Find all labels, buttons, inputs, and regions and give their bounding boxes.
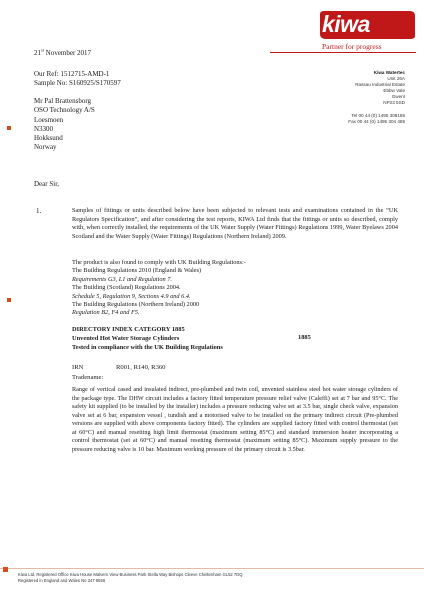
recipient-line: Hokksund [34,134,63,143]
product-description: Range of vertical cased and insulated indirect, pre-plumbed and twin coil, unvented stainless steel hot water storage cylinders of the package type. The DHW circuit includes a factory fitted temperature pressure relief valve (Caleffi) set at 7 bar and 95°C. The safety kit supplied (to be installed by the installer) includes a pressure reducing valve set at 3.5 bar, single check valve, expansion valve set at 6 bar, expansion vessel , tundish and a motorised valve to be installed on the primary indirect circuit (Pre-plumbed versions are supplied with above components factory fitted). The cylinders are supplied factory fitted with control thermostat (set at 60°C) and manual resetting high limit thermostat (maximum setting 85°C) and standard immersion heater incorporating a control thermostat (set at 60°C) and manual resetting thermostat (maximum setting 85°C). Maximum supply pressure to the pressure reducing valve is 10 bar. Maximum working pressure of the primary circuit is 3.5bar. [72,386,398,453]
recipient-line: Norway [34,143,57,152]
sender-address [348,70,405,125]
sender-fax: Fax 00 44 (0) 1495 304 485 [348,118,405,124]
regs-line: Schedule 5, Regulation 9, Sections 4.9 and 6.4. [72,292,191,300]
reference-block [34,70,121,88]
regs-intro: The product is also found to comply with UK Building Regulations:- [72,259,246,266]
irn-label: IRN [72,364,84,371]
sample-no: Sample No: S160925/S170597 [34,79,121,87]
letter-date [34,48,91,57]
margin-mark [7,298,11,302]
footer-line: Kiwa Ltd. Registered Office Kiwa House Malvern View Business Park Stella Way Bishops Cleeve Cheltenham GL52 7DQ [18,572,243,577]
margin-mark [7,126,11,130]
sender-line: Ebbw Vale [383,88,405,94]
tradename-label: Tradename: [72,374,104,381]
recipient-line: N3300 [34,124,54,133]
regs-line: The Building Regulations (Northern Ireland) 2000 [72,301,200,309]
footer [18,572,398,583]
our-ref: Our Ref: 1512715-AMD-1 [34,70,110,78]
compliance-paragraph: Samples of fittings or units described below have been subjected to relevant tests and examinations contained in the “UK Regulators Specification”, and after considering the test reports, KIWA Ltd finds that the fittings or units so described, comply with, when correctly installed, the requirements of the UK Water Supply (Water Fittings) Regulations 1999, Water Byelaws 2004 Scotland and the Water Supply (Water Fittings) Regulations (Northern Ireland) 2009. [72,207,398,240]
regs-line: The Building Regulations 2010 (England & Wales) [72,267,202,275]
recipient-line: Mr Pal Brattensborg [34,97,92,105]
irn-value: R001, R140, R360 [116,364,166,371]
kiwa-logo [318,10,416,52]
footer-rule [0,568,424,569]
sender-line: Rassau Industrial Estate [355,82,405,88]
logo-wordmark: kiwa [322,11,370,37]
directory-number: 1885 [298,334,311,341]
logo-tagline: Partner for progress [322,42,382,51]
regs-line: Regulation B2, F4 and F5. [72,309,140,317]
directory-tested: Tested in compliance with the UK Building Regulations [72,343,223,351]
date-text: 21st November 2017 [34,48,92,58]
recipient-line: Loesmoen [34,115,64,124]
sender-line: Gwent [391,94,405,100]
footer-line: Registered in England and Wales No 347 8556 [18,577,106,583]
directory-heading [72,326,392,352]
regs-line: Requirements G3, L1 and Regulation 7. [72,275,172,283]
sender-name: Kiwa Watertec [373,70,405,75]
building-regulations [72,259,392,318]
directory-category: DIRECTORY INDEX CATEGORY 1885 [72,326,185,333]
sender-line: Unit 26A [387,76,405,82]
item-number: 1. [36,207,42,215]
sender-tel: Tel 00 44 (0) 1495 308185 [351,112,405,118]
recipient-address [34,97,95,153]
recipient-line: OSO Technology A/S [34,106,95,115]
directory-title: Unvented Hot Water Storage Cylinders [72,334,180,342]
sender-line: NP23 5SD [383,100,405,106]
salutation: Dear Sir, [34,180,59,188]
footer-accent [3,567,8,572]
regs-line: The Building (Scotland) Regulations 2004. [72,284,181,292]
tagline-rule [270,52,416,53]
